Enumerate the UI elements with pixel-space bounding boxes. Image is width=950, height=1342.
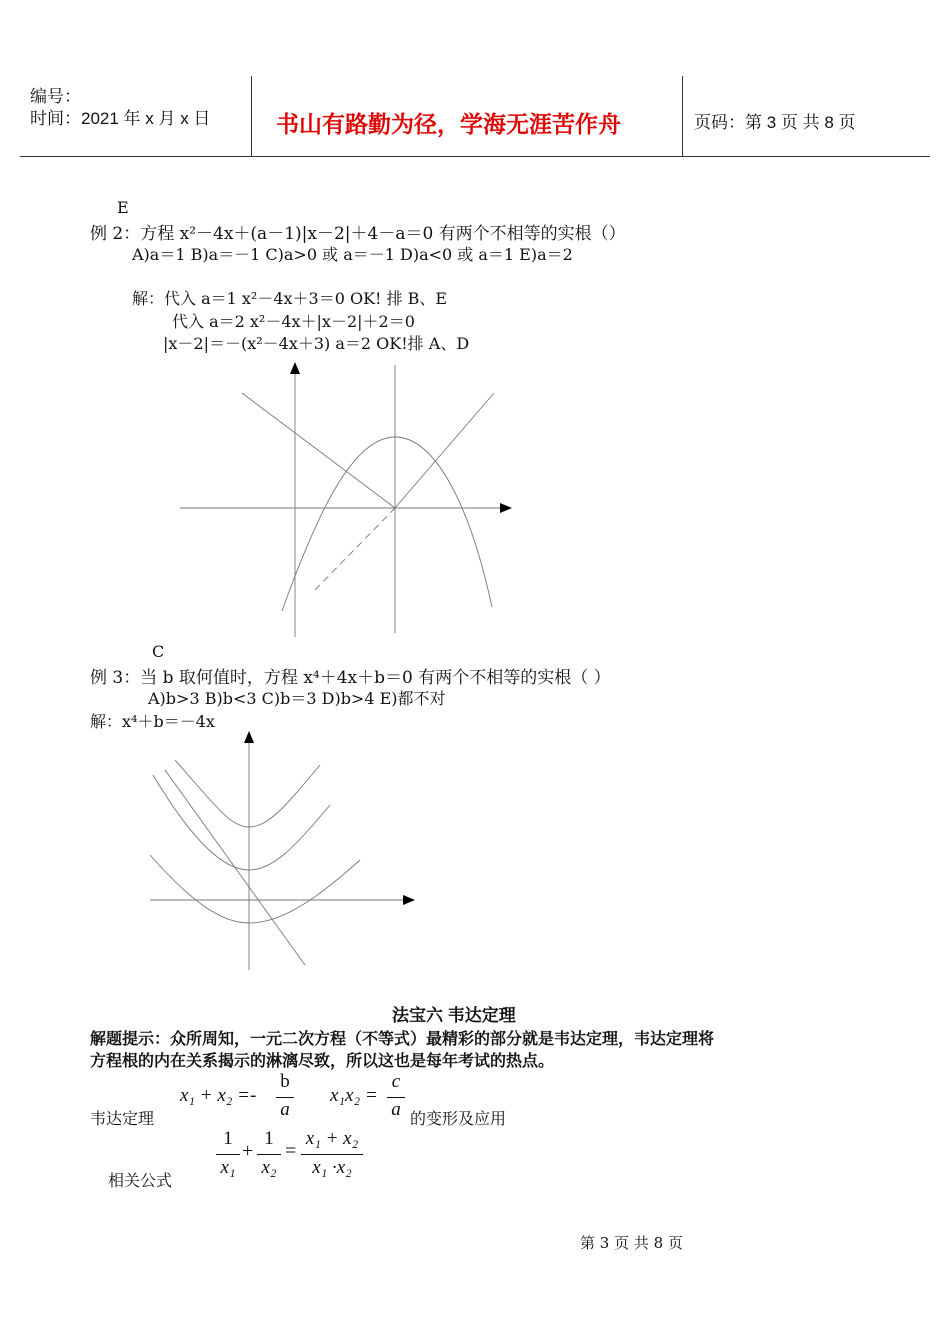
formula-sum-numerator: b (280, 1071, 290, 1092)
example3-solution: 解：x⁴＋b＝－4x (90, 712, 215, 731)
formula-sum-lhs: x₁ + x₂ =- (180, 1085, 257, 1106)
example2-answer: E (117, 198, 129, 217)
section-title: 法宝六 韦达定理 (392, 1006, 516, 1025)
example2-options: A)a＝1 B)a＝－1 C)a>0 或 a＝－1 D)a<0 或 a＝1 E)a＝2 (132, 245, 573, 264)
example2-question: 例 2：方程 x²－4x＋(a－1)|x－2|＋4－a＝0 有两个不相等的实根（） (90, 224, 626, 244)
example2-solution-line3: |x－2|＝－(x²－4x＋3) a＝2 OK!排 A、D (163, 334, 470, 353)
reciprocal-denominator-2: x₂ (261, 1157, 277, 1178)
example3-answer: C (152, 642, 165, 661)
formula-product-numerator: c (391, 1071, 401, 1092)
formula-product-denominator: a (391, 1099, 401, 1120)
example2-solution-line2: 代入 a＝2 x²－4x＋|x－2|＋2＝0 (172, 312, 415, 331)
reciprocal-rhs-numerator: x₁ + x₂ (305, 1128, 359, 1149)
formula-product-lhs: x₁x₂ = (330, 1085, 378, 1106)
page-label: 页码：第 3 页 共 8 页 (694, 113, 856, 132)
header-divider (251, 76, 252, 156)
reciprocal-numerator-1: 1 (223, 1128, 233, 1149)
hint-line2: 方程根的内在关系揭示的淋漓尽致，所以这也是每年考试的热点。 (90, 1053, 555, 1070)
vieta-label: 韦达定理 (90, 1109, 155, 1128)
example2-solution-line1: 解：代入 a＝1 x²－4x＋3＝0 OK! 排 B、E (132, 289, 448, 308)
hint-line1: 解题提示：众所周知，一元二次方程（不等式）最精彩的部分就是韦达定理，韦达定理将 (90, 1031, 715, 1048)
reciprocal-rhs-denominator: x₁ ·x₂ (312, 1157, 352, 1178)
x-axis-arrow-icon (403, 895, 415, 905)
y-axis-arrow-icon (244, 731, 254, 743)
line-minus-4x (165, 770, 305, 965)
example2-graph (170, 355, 530, 645)
serial-label: 编号： (30, 87, 81, 106)
fraction-bar (387, 1097, 405, 1098)
y-axis-arrow-icon (290, 362, 300, 374)
formula-sum-denominator: a (280, 1099, 290, 1120)
example3-graph (145, 725, 425, 975)
right-line (395, 393, 494, 508)
left-line (242, 393, 395, 508)
vieta-suffix: 的变形及应用 (410, 1109, 507, 1128)
reciprocal-denominator-1: x₁ (220, 1157, 236, 1178)
reciprocal-numerator-2: 1 (264, 1128, 274, 1149)
footer-page-number: 第 3 页 共 8 页 (580, 1234, 683, 1252)
equals-sign: = (285, 1140, 297, 1162)
related-label: 相关公式 (108, 1171, 173, 1190)
example3-question: 例 3：当 b 取何值时，方程 x⁴＋4x＋b＝0 有两个不相等的实根（ ） (90, 668, 611, 688)
lower-curve (150, 855, 360, 923)
time-label: 时间：2021 年 x 月 x 日 (30, 109, 211, 128)
example3-options: A)b>3 B)b<3 C)b＝3 D)b>4 E)都不对 (148, 689, 446, 708)
fraction-bar (216, 1154, 240, 1155)
fraction-bar (301, 1154, 363, 1155)
middle-curve (153, 775, 330, 870)
plus-sign: + (242, 1140, 254, 1162)
upper-curve (175, 760, 320, 827)
fraction-bar (257, 1154, 281, 1155)
dashed-line (315, 508, 395, 590)
motto: 书山有路勤为径，学海无涯苦作舟 (276, 111, 621, 137)
header-divider (682, 76, 683, 156)
x-axis-arrow-icon (500, 503, 512, 513)
fraction-bar (276, 1097, 294, 1098)
parabola-curve (282, 437, 492, 611)
